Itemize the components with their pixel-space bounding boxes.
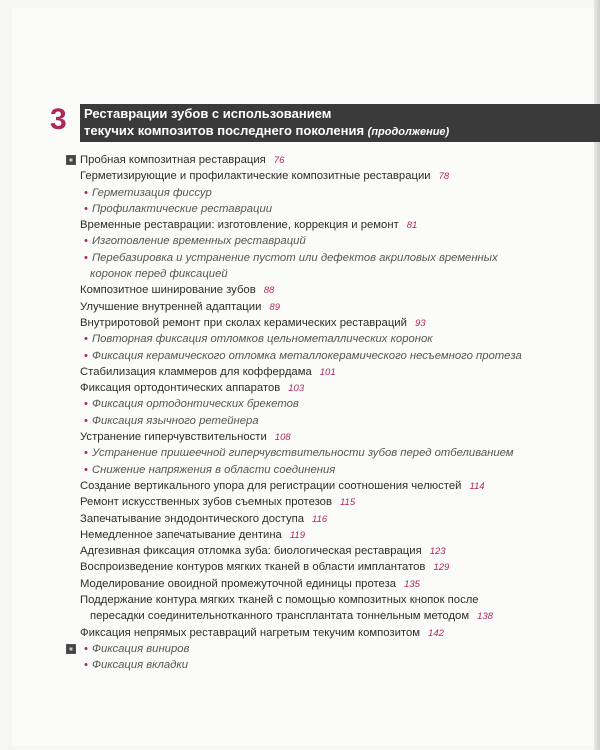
bullet-icon: • (84, 333, 88, 346)
toc-subentry-continuation: коронок перед фиксацией (90, 268, 228, 281)
page-number: 142 (428, 627, 444, 639)
toc-subentry[interactable]: • Повторная фиксация отломков цельнометаллических коронок (84, 333, 433, 346)
toc-subentry[interactable]: • Фиксация вкладки (84, 659, 189, 672)
qr-code-icon (66, 644, 76, 654)
bullet-icon: • (84, 398, 88, 411)
toc-entry[interactable]: Создание вертикального упора для регистрации соотношения челюстей 114 (80, 479, 485, 492)
chapter-title-line2: текучих композитов последнего поколения (84, 123, 365, 138)
page-number: 119 (289, 529, 305, 541)
toc-subentry[interactable]: • Перебазировка и устранение пустот или дефектов акриловых временных (84, 251, 498, 264)
toc-entry[interactable]: Композитное шинирование зубов 88 (80, 284, 275, 297)
page-number: 93 (414, 317, 426, 329)
toc-entry[interactable]: Немедленное запечатывание дентина 119 (80, 528, 305, 541)
page-number: 116 (312, 513, 328, 525)
chapter-continued-label: (продолжение) (367, 126, 450, 138)
toc-subentry[interactable]: • Герметизация фиссур (84, 186, 212, 199)
page-number: 89 (269, 301, 280, 313)
bullet-icon: • (84, 235, 88, 248)
toc-entry[interactable]: Герметизирующие и профилактические композитные реставрации 78 (80, 170, 450, 183)
bullet-icon: • (84, 642, 88, 655)
bullet-icon: • (84, 414, 88, 427)
table-of-contents (66, 152, 586, 674)
toc-entry[interactable]: Внутриротовой ремонт при сколах керамических реставраций 93 (80, 316, 426, 329)
page-number: 123 (429, 546, 446, 558)
toc-subentry[interactable]: • Фиксация керамического отломка металлокерамического несъемного протеза (84, 349, 522, 362)
page-number: 76 (273, 155, 285, 166)
chapter-title (84, 105, 594, 141)
page-number: 138 (477, 611, 493, 623)
bullet-icon: • (84, 186, 88, 199)
toc-entry[interactable]: Фиксация непрямых реставраций нагретым текучим композитом 142 (80, 626, 444, 639)
toc-entry[interactable]: Ремонт искусственных зубов съемных протезов 115 (80, 496, 356, 509)
page-number: 129 (433, 562, 450, 574)
toc-subentry[interactable]: • Изготовление временных реставраций (84, 235, 306, 248)
toc-entry[interactable]: Пробная композитная реставрация 76 (66, 152, 586, 168)
page-number: 114 (469, 480, 485, 492)
toc-entry[interactable]: Фиксация ортодонтических аппаратов 103 (80, 382, 305, 395)
toc-subentry[interactable]: • Снижение напряжения в области соединения (84, 463, 336, 476)
toc-entry-continuation: пересадки соединительнотканного трансплантата тоннельным методом 138 (90, 610, 493, 623)
toc-entry[interactable]: Запечатывание эндодонтического доступа 116 (80, 512, 328, 525)
page-number: 101 (319, 366, 336, 378)
toc-subentry[interactable]: • Профилактические реставрации (84, 202, 273, 215)
toc-entry[interactable]: Поддержание контура мягких тканей с помощью композитных кнопок после (80, 594, 479, 607)
toc-subentry[interactable]: • Устранение пришеечной гиперчувствительности зубов перед отбеливанием (84, 447, 514, 460)
bullet-icon: • (84, 349, 88, 362)
bullet-icon: • (84, 659, 88, 672)
toc-entry[interactable]: Воспроизведение контуров мягких тканей в области имплантатов 129 (80, 561, 450, 574)
toc-entry[interactable]: Адгезивная фиксация отломка зуба: биологическая реставрация 123 (80, 545, 446, 558)
toc-entry[interactable]: Моделирование овоидной промежуточной единицы протеза 135 (80, 577, 420, 590)
page-number: 78 (438, 171, 450, 183)
toc-entry[interactable]: Устранение гиперчувствительности 108 (80, 431, 291, 444)
toc-subentry[interactable]: • Фиксация ортодонтических брекетов (84, 398, 299, 411)
toc-subentry[interactable]: • Фиксация виниров (66, 641, 586, 657)
toc-entry[interactable]: Временные реставрации: изготовление, коррекция и ремонт 81 (80, 219, 418, 232)
toc-entry[interactable]: Улучшение внутренней адаптации 89 (80, 300, 280, 313)
bullet-icon: • (84, 202, 88, 215)
page-number: 88 (263, 285, 275, 297)
chapter-title-line1: Реставрации зубов с использованием (84, 106, 332, 121)
bullet-icon: • (84, 447, 88, 460)
qr-code-icon (66, 155, 76, 165)
toc-subentry[interactable]: • Фиксация язычного ретейнера (84, 414, 259, 427)
page-number: 108 (274, 432, 291, 444)
toc-entry[interactable]: Стабилизация кламмеров для коффердама 101 (80, 365, 336, 378)
bullet-icon: • (84, 463, 88, 476)
chapter-number: 3 (50, 103, 67, 136)
bullet-icon: • (84, 251, 88, 264)
page-number: 103 (288, 383, 305, 395)
page-number: 115 (339, 497, 356, 509)
page-number: 135 (404, 578, 420, 590)
page-number: 81 (406, 220, 418, 232)
